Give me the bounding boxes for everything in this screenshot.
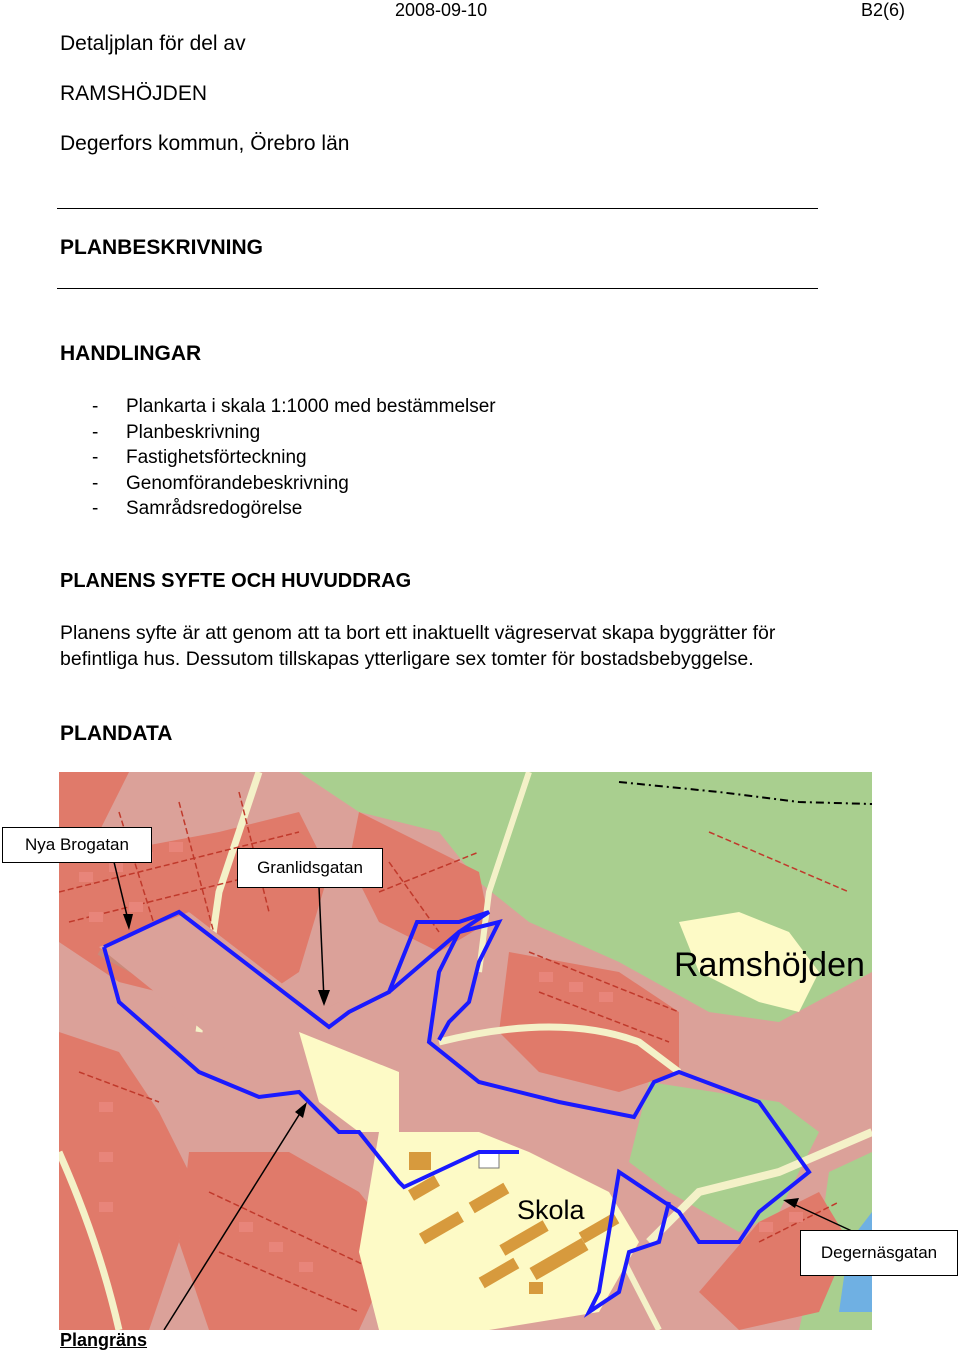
plan-map — [59, 772, 872, 1330]
document-date: 2008-09-10 — [395, 0, 488, 20]
syfte-line-1: Planens syfte är att genom att ta bort ett inaktuellt vägreservat skapa byggrätter för — [60, 622, 776, 644]
title-line-1: Detaljplan för del av — [60, 32, 246, 55]
title-line-2: RAMSHÖJDEN — [60, 82, 208, 105]
syfte-heading: PLANENS SYFTE OCH HUVUDDRAG — [60, 570, 412, 592]
school-label: Skola — [517, 1195, 585, 1225]
doc-type-heading: PLANBESKRIVNING — [60, 236, 264, 259]
top-divider — [57, 208, 818, 209]
area-label: Ramshöjden — [674, 946, 865, 984]
callout-degernasgatan: Degernäsgatan — [800, 1230, 958, 1276]
list-item: - Genomförandebeskrivning — [92, 472, 349, 494]
list-item: - Samrådsredogörelse — [92, 498, 303, 519]
handlingar-heading: HANDLINGAR — [60, 342, 202, 365]
page-code: B2(6) — [861, 0, 906, 20]
callout-plangrans: Plangräns — [60, 1330, 148, 1350]
bottom-divider — [57, 288, 818, 289]
title-line-3: Degerfors kommun, Örebro län — [60, 132, 350, 155]
callout-nya-brogatan: Nya Brogatan — [2, 827, 152, 863]
handlingar-list — [92, 394, 496, 522]
plandata-heading: PLANDATA — [60, 722, 173, 745]
callout-granlidsgatan: Granlidsgatan — [237, 848, 383, 888]
syfte-paragraph — [60, 621, 900, 672]
list-item: - Fastighetsförteckning — [92, 447, 307, 468]
syfte-line-2: befintliga hus. Dessutom tillskapas ytterligare sex tomter för bostadsbebyggelse. — [60, 647, 754, 670]
list-item: - Planbeskrivning — [92, 421, 261, 443]
list-item: - Plankarta i skala 1:1000 med bestämmelser — [92, 396, 496, 417]
